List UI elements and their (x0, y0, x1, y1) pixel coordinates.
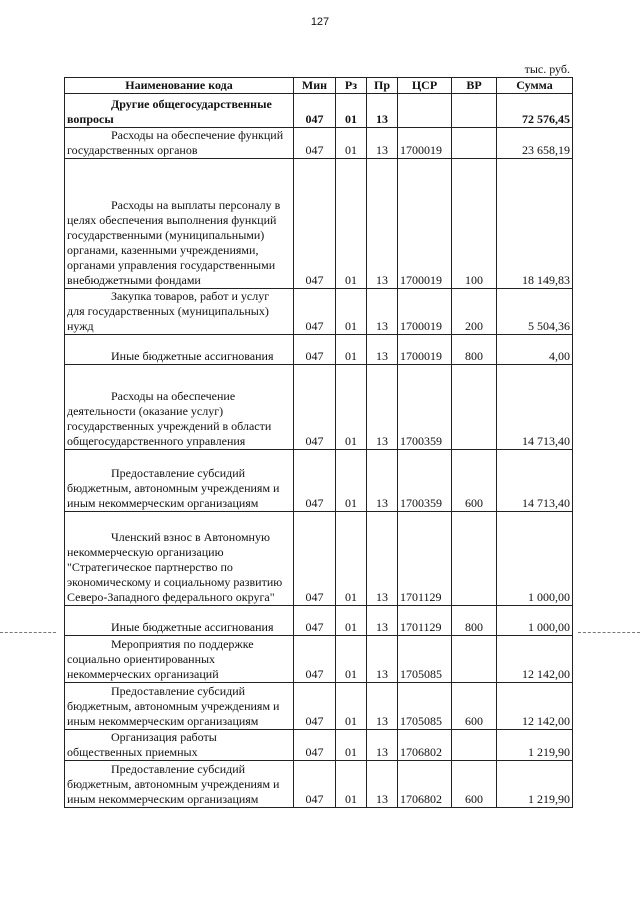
cell-min: 047 (294, 335, 336, 365)
cell-rz: 01 (336, 128, 367, 159)
cell-min: 047 (294, 450, 336, 512)
cell-sum: 12 142,00 (497, 636, 573, 683)
row-name (65, 683, 294, 730)
row-name-rest: вопросы (67, 112, 114, 126)
cell-vr (452, 730, 497, 761)
cell-csr: 1706802 (398, 761, 452, 808)
header-csr: ЦСР (398, 78, 452, 94)
row-name-first-line: Членский взнос в Автономную (111, 530, 270, 544)
table-row (65, 159, 573, 289)
cell-pr: 13 (367, 289, 398, 335)
cell-vr (452, 636, 497, 683)
cell-min: 047 (294, 128, 336, 159)
cell-sum: 1 000,00 (497, 512, 573, 606)
cell-sum: 5 504,36 (497, 289, 573, 335)
table-row (65, 94, 573, 128)
cell-vr (452, 365, 497, 450)
row-name-rest: бюджетным, автономным учреждениям и иным некоммерческим организациям (67, 777, 280, 806)
cell-csr: 1700019 (398, 159, 452, 289)
table-row (65, 761, 573, 808)
cell-vr (452, 128, 497, 159)
header-rz: Рз (336, 78, 367, 94)
cell-csr: 1701129 (398, 606, 452, 636)
row-name-first-line: Расходы на выплаты персоналу в (111, 198, 281, 212)
cell-pr: 13 (367, 94, 398, 128)
cut-line-right (578, 632, 640, 633)
cell-sum: 72 576,45 (497, 94, 573, 128)
budget-table (64, 77, 573, 808)
row-name (65, 512, 294, 606)
cell-rz: 01 (336, 761, 367, 808)
cell-csr: 1700019 (398, 335, 452, 365)
row-name-rest: государственных органов (67, 143, 198, 157)
cell-pr: 13 (367, 450, 398, 512)
cell-sum: 18 149,83 (497, 159, 573, 289)
table-row (65, 335, 573, 365)
cell-min: 047 (294, 730, 336, 761)
header-pr: Пр (367, 78, 398, 94)
cell-sum: 1 219,90 (497, 761, 573, 808)
cell-vr: 800 (452, 335, 497, 365)
row-name (65, 761, 294, 808)
table-row (65, 365, 573, 450)
row-name-rest: для государственных (муниципальных) нужд (67, 304, 269, 333)
table-row (65, 683, 573, 730)
row-name (65, 450, 294, 512)
cell-rz: 01 (336, 606, 367, 636)
cell-min: 047 (294, 761, 336, 808)
cell-sum: 1 219,90 (497, 730, 573, 761)
cell-min: 047 (294, 159, 336, 289)
row-name-rest: деятельности (оказание услуг) государственных учреждений в области общегосударственного управления (67, 404, 272, 448)
table-row (65, 512, 573, 606)
header-min: Мин (294, 78, 336, 94)
row-name (65, 94, 294, 128)
row-name (65, 365, 294, 450)
cell-csr: 1700019 (398, 128, 452, 159)
row-name-rest: некоммерческую организацию "Стратегическое партнерство по экономическому и социальному развитию Северо-Западного федерального округа" (67, 545, 283, 604)
cell-vr (452, 94, 497, 128)
table-row (65, 450, 573, 512)
cell-rz: 01 (336, 335, 367, 365)
table-row (65, 636, 573, 683)
cell-vr: 200 (452, 289, 497, 335)
cell-sum: 12 142,00 (497, 683, 573, 730)
row-name-first-line: Предоставление субсидий (111, 684, 246, 698)
cell-min: 047 (294, 94, 336, 128)
cell-csr: 1705085 (398, 683, 452, 730)
row-name-first-line: Предоставление субсидий (111, 466, 246, 480)
cell-rz: 01 (336, 683, 367, 730)
row-name (65, 730, 294, 761)
cell-vr (452, 512, 497, 606)
table-row (65, 606, 573, 636)
cell-pr: 13 (367, 636, 398, 683)
row-name-rest: бюджетным, автономным учреждениям и иным некоммерческим организациям (67, 699, 280, 728)
cell-csr: 1705085 (398, 636, 452, 683)
cell-sum: 4,00 (497, 335, 573, 365)
cell-pr: 13 (367, 730, 398, 761)
table-row (65, 128, 573, 159)
cell-min: 047 (294, 606, 336, 636)
cell-vr: 600 (452, 761, 497, 808)
cut-line-left (0, 632, 56, 633)
cell-pr: 13 (367, 606, 398, 636)
row-name (65, 636, 294, 683)
row-name-first-line: Другие общегосударственные (111, 97, 272, 111)
row-name-rest: целях обеспечения выполнения функций государственными (муниципальными) органами, казенными учреждениями, органами управления государственными внебюджетными фондами (67, 213, 277, 287)
row-name-first-line: Иные бюджетные ассигнования (111, 349, 274, 363)
cell-min: 047 (294, 289, 336, 335)
cell-rz: 01 (336, 450, 367, 512)
cell-pr: 13 (367, 683, 398, 730)
row-name (65, 335, 294, 365)
row-name-first-line: Расходы на обеспечение функций (111, 128, 284, 142)
cell-rz: 01 (336, 159, 367, 289)
cell-rz: 01 (336, 94, 367, 128)
table-row (65, 730, 573, 761)
cell-rz: 01 (336, 365, 367, 450)
cell-csr: 1700359 (398, 450, 452, 512)
row-name (65, 128, 294, 159)
header-sum: Сумма (497, 78, 573, 94)
cell-vr: 600 (452, 683, 497, 730)
cell-rz: 01 (336, 512, 367, 606)
row-name-first-line: Иные бюджетные ассигнования (111, 620, 274, 634)
cell-csr: 1700019 (398, 289, 452, 335)
row-name (65, 289, 294, 335)
row-name-first-line: Предоставление субсидий (111, 762, 246, 776)
cell-csr: 1701129 (398, 512, 452, 606)
cell-pr: 13 (367, 365, 398, 450)
cell-pr: 13 (367, 335, 398, 365)
cell-rz: 01 (336, 289, 367, 335)
table-header-row (65, 78, 573, 94)
row-name-first-line: Организация работы (111, 730, 217, 744)
row-name (65, 606, 294, 636)
cell-csr (398, 94, 452, 128)
cell-min: 047 (294, 365, 336, 450)
header-name: Наименование кода (65, 78, 294, 94)
row-name-first-line: Расходы на обеспечение (111, 389, 236, 403)
cell-sum: 14 713,40 (497, 365, 573, 450)
row-name-rest: бюджетным, автономным учреждениям и иным некоммерческим организациям (67, 481, 280, 510)
cell-vr: 100 (452, 159, 497, 289)
header-vr: ВР (452, 78, 497, 94)
cell-min: 047 (294, 636, 336, 683)
page-number: 127 (310, 16, 330, 28)
table-row (65, 289, 573, 335)
cell-rz: 01 (336, 636, 367, 683)
cell-rz: 01 (336, 730, 367, 761)
row-name-first-line: Мероприятия по поддержке (111, 637, 254, 651)
units-label: тыс. руб. (524, 62, 570, 76)
cell-vr: 800 (452, 606, 497, 636)
row-name-rest: общественных приемных (67, 745, 198, 759)
cell-pr: 13 (367, 761, 398, 808)
cell-pr: 13 (367, 128, 398, 159)
cell-sum: 1 000,00 (497, 606, 573, 636)
row-name (65, 159, 294, 289)
row-name-rest: социально ориентированных некоммерческих организаций (67, 652, 219, 681)
cell-vr: 600 (452, 450, 497, 512)
cell-csr: 1706802 (398, 730, 452, 761)
cell-sum: 14 713,40 (497, 450, 573, 512)
cell-min: 047 (294, 512, 336, 606)
cell-csr: 1700359 (398, 365, 452, 450)
row-name-first-line: Закупка товаров, работ и услуг (111, 289, 270, 303)
cell-min: 047 (294, 683, 336, 730)
cell-pr: 13 (367, 512, 398, 606)
cell-pr: 13 (367, 159, 398, 289)
cell-sum: 23 658,19 (497, 128, 573, 159)
